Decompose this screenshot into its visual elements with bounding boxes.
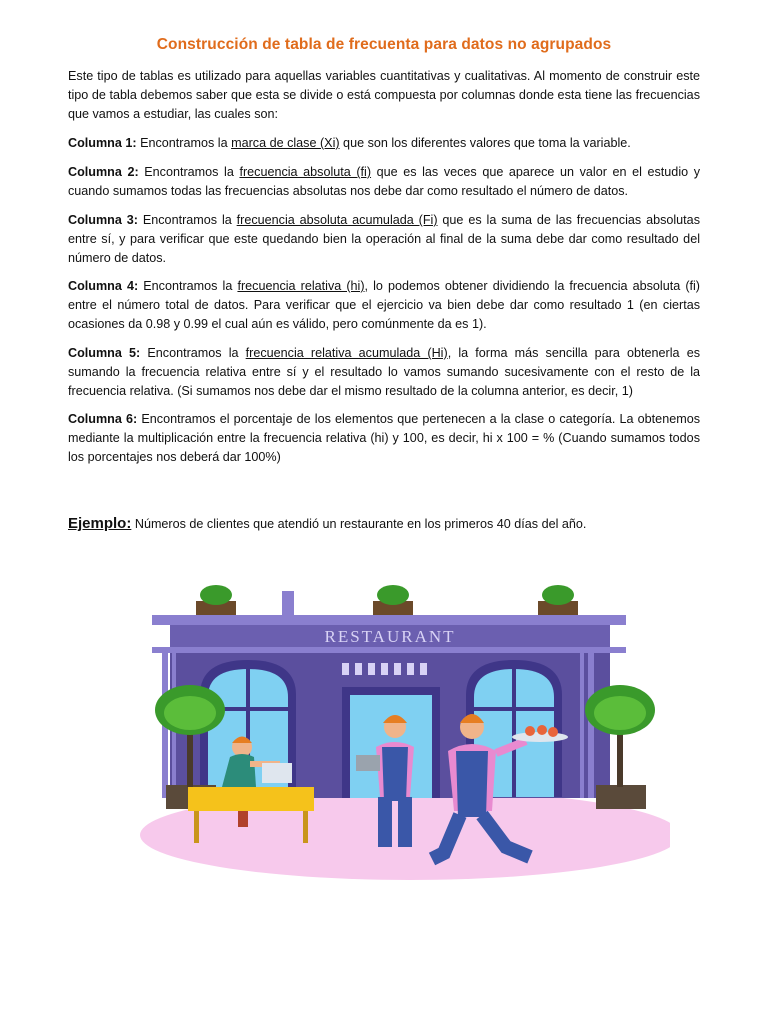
column-3-paragraph [68,211,700,268]
column-text: , la forma más sencilla para obtenerla es sumando la frecuencia relativa entre sí y el resultado lo vamos sumando sucesivamente con el resto de la frecuencia relativa. (Si sumamos nos debe dar el mismo resultado de la columna anterior, es decir, 1) [68,346,700,398]
column-text: que son los diferentes valores que toma la variable. [339,136,631,150]
intro-paragraph: Este tipo de tablas es utilizado para aquellas variables cuantitativas y cualitativas. Al momento de construir este tipo de tabla debemos saber que esta se divide o está compuesta por columnas donde esta tiene las frecuencias que vamos a estudiar, las cuales son: [68,69,700,121]
column-1-paragraph [68,134,700,153]
column-term: frecuencia absoluta acumulada (Fi) [236,213,438,227]
column-label: Columna 5: [68,346,141,360]
column-label: Columna 3: [68,213,138,227]
column-label: Columna 1: [68,136,137,150]
column-label: Columna 6: [68,412,138,426]
column-text: Encontramos la [138,279,238,293]
column-text: Encontramos el porcentaje de los elementos que pertenecen a la clase o categoría. La obtenemos mediante la multiplicación entre la frecuencia relativa (hi) y 100, es decir, hi x 100 = % (Cuando sumamos todos los porcentajes nos deberá dar 100%) [68,412,700,464]
example-line [68,514,708,534]
column-term: frecuencia relativa acumulada (Hi) [245,346,448,360]
column-label: Columna 4: [68,279,139,293]
example-label: Ejemplo: [68,515,132,532]
column-text: Encontramos la [137,213,237,227]
column-label: Columna 2: [68,165,139,179]
restaurant-illustration [110,575,670,895]
column-text: , lo podemos obtener dividiendo la frecuencia absoluta (fi) entre el número total de datos. Para verificar que el ejercicio va bien debe dar como resultado 1 (en ciertas ocasiones da 0.98 y 0.99 el cual aún es válido, pero comúnmente da es 1). [68,279,701,331]
column-2-paragraph [68,163,700,201]
column-text: que es las veces que aparece un valor en el estudio y cuando sumamos todas las frecuencias absolutas nos debe dar como resultado el número de datos. [68,165,701,198]
column-text: Encontramos la [138,165,240,179]
column-text: que es la suma de las frecuencias absolutas entre sí, y para verificar que este quedando bien la operación al final de la suma debe dar como resultado del número de datos. [68,213,700,265]
column-4-paragraph [68,277,700,334]
column-6-paragraph [68,410,700,467]
column-term: marca de clase (Xi) [231,136,340,150]
column-text: Encontramos la [140,346,246,360]
column-term: frecuencia relativa (hi) [237,279,365,293]
roof-band [152,615,626,625]
example-text: Números de clientes que atendió un restaurante en los primeros 40 días del año. [131,517,587,531]
column-5-paragraph [68,344,700,401]
rooftop-planters [196,585,578,615]
document-title: Construcción de tabla de frecuenta para datos no agrupados [156,36,612,53]
column-text: Encontramos la [136,136,232,150]
restaurant-sign: RESTAURANT [324,627,456,646]
column-term: frecuencia absoluta (fi) [239,165,372,179]
